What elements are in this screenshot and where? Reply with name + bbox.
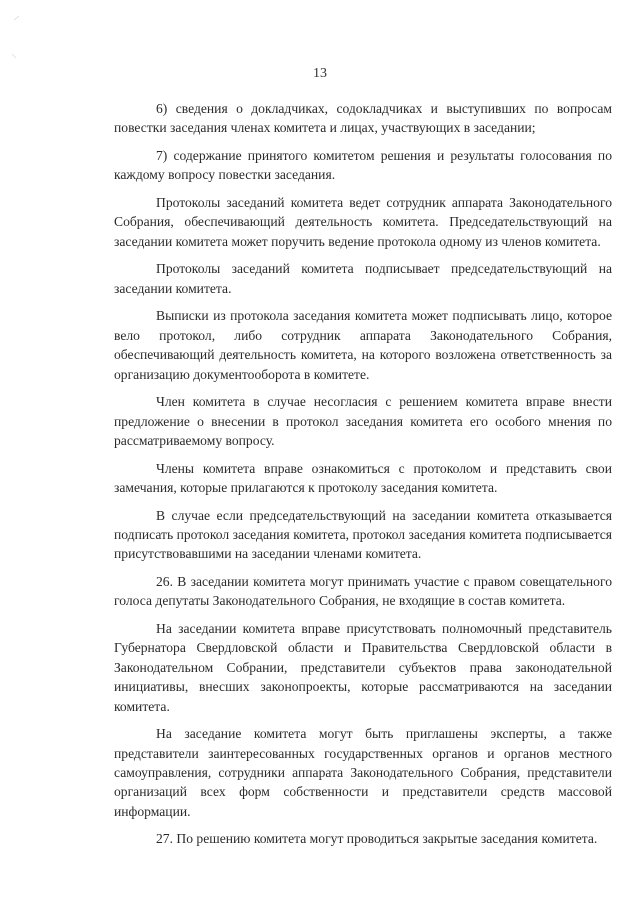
paragraph: Протоколы заседаний комитета подписывает председательствующий на заседании комитета.: [114, 261, 612, 296]
scan-artifact-mark: [10, 14, 32, 62]
paragraph: На заседании комитета вправе присутствовать полномочный представитель Губернатора Свердловской области и Правительства Свердловской области в Законодательном Собрании, представители субъектов права законодательной инициативы, внесших законопроекты, которые рассматриваются на заседании комитета.: [114, 621, 612, 714]
paragraph: Выписки из протокола заседания комитета может подписывать лицо, которое вело протокол, либо сотрудник аппарата Законодательного Собрания, обеспечивающий деятельность комитета, на которого возложена ответственность за организацию документооборота в комитете.: [114, 308, 612, 382]
paragraph: 7) содержание принятого комитетом решения и результаты голосования по каждому вопросу повестки заседания.: [114, 148, 612, 183]
page-number: 13: [313, 66, 327, 81]
document-body: [114, 99, 612, 857]
paragraph: Член комитета в случае несогласия с решением комитета вправе внести предложение о внесении в протокол заседания комитета его особого мнения по рассматриваемому вопросу.: [114, 394, 612, 449]
paragraph: 27. По решению комитета могут проводиться закрытые заседания комитета.: [156, 831, 598, 847]
paragraph: Члены комитета вправе ознакомиться с протоколом и представить свои замечания, которые прилагаются к протоколу заседания комитета.: [114, 460, 612, 496]
paragraph: В случае если председательствующий на заседании комитета отказывается подписать протокол заседания комитета, протокол заседания комитета подписывается присутствовавшими на заседании членами комитета.: [114, 507, 612, 562]
paragraph: Протоколы заседаний комитета ведет сотрудник аппарата Законодательного Собрания, обеспечивающий деятельность комитета. Председательствующий на заседании комитета может поручить ведение протокола одному из членов комитета.: [114, 195, 612, 249]
paragraph: На заседание комитета могут быть приглашены эксперты, а также представители заинтересованных государственных органов и органов местного самоуправления, сотрудники аппарата Законодательного Собрания, представители организаций всех форм собственности и представители средств массовой информации.: [114, 726, 612, 819]
paragraph: 26. В заседании комитета могут принимать участие с правом совещательного голоса депутаты Законодательного Собрания, не входящие в состав комитета.: [114, 574, 612, 609]
paragraph: 6) сведения о докладчиках, содокладчиках и выступивших по вопросам повестки заседания членах комитета и лицах, участвующих в заседании;: [114, 101, 612, 136]
